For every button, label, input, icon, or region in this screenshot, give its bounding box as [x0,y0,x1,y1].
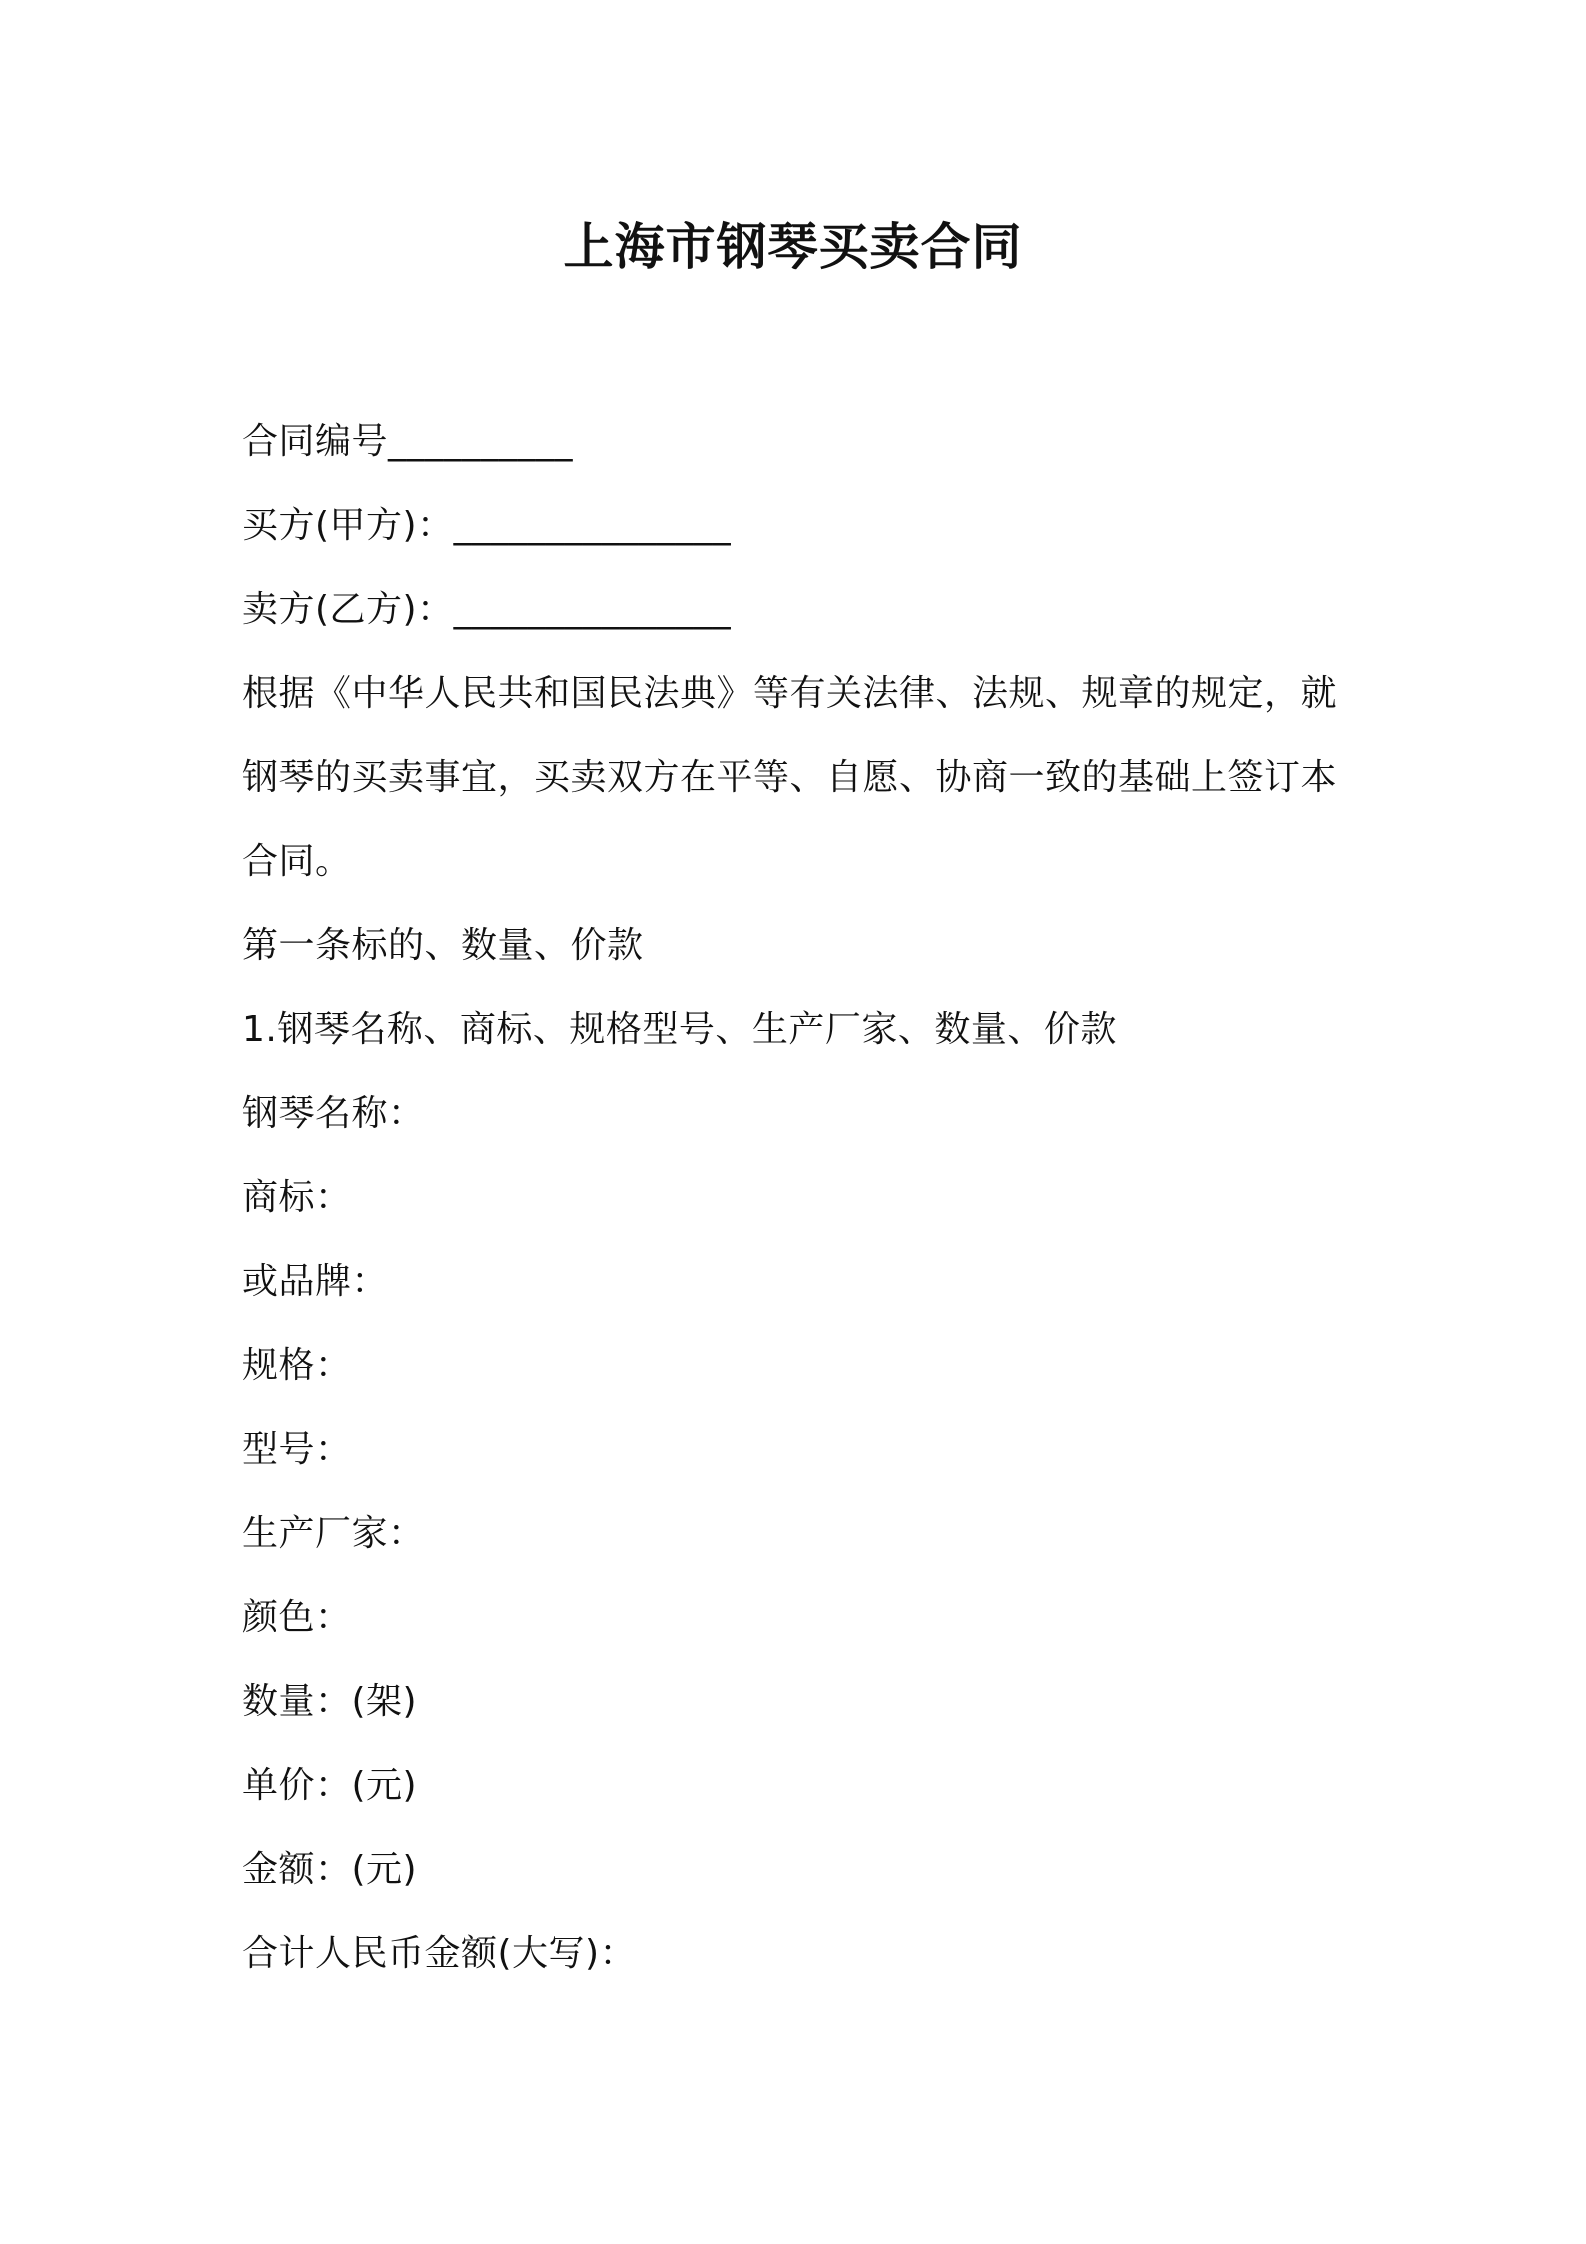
color-field: 颜色： [242,1597,352,1638]
total-amount-field: 合计人民币金额(大写)： [242,1933,637,1974]
trademark-field: 商标： [242,1177,352,1218]
model-field: 型号： [242,1429,352,1470]
unit-price-field: 单价：(元) [242,1765,418,1806]
piano-name-field: 钢琴名称： [242,1093,425,1134]
seller-line: 卖方(乙方)：_______________ [242,589,732,630]
item-1-heading: 1.钢琴名称、商标、规格型号、生产厂家、数量、价款 [242,1009,1117,1050]
buyer-line: 买方(甲方)：_______________ [242,505,732,546]
preamble-paragraph: 根据《中华人民共和国民法典》等有关法律、法规、规章的规定，就钢琴的买卖事宜，买卖双方在平等、自愿、协商一致的基础上签订本合同。 [242,673,1338,882]
manufacturer-field: 生产厂家： [242,1513,425,1554]
article-1-heading: 第一条标的、数量、价款 [242,925,644,966]
document-title: 上海市钢琴买卖合同 [563,218,1023,276]
spec-field: 规格： [242,1345,352,1386]
contract-number-line: 合同编号__________ [242,421,574,462]
amount-field: 金额：(元) [242,1849,418,1890]
brand-field: 或品牌： [242,1261,389,1302]
quantity-field: 数量：(架) [242,1681,418,1722]
document-body [242,400,1362,1996]
